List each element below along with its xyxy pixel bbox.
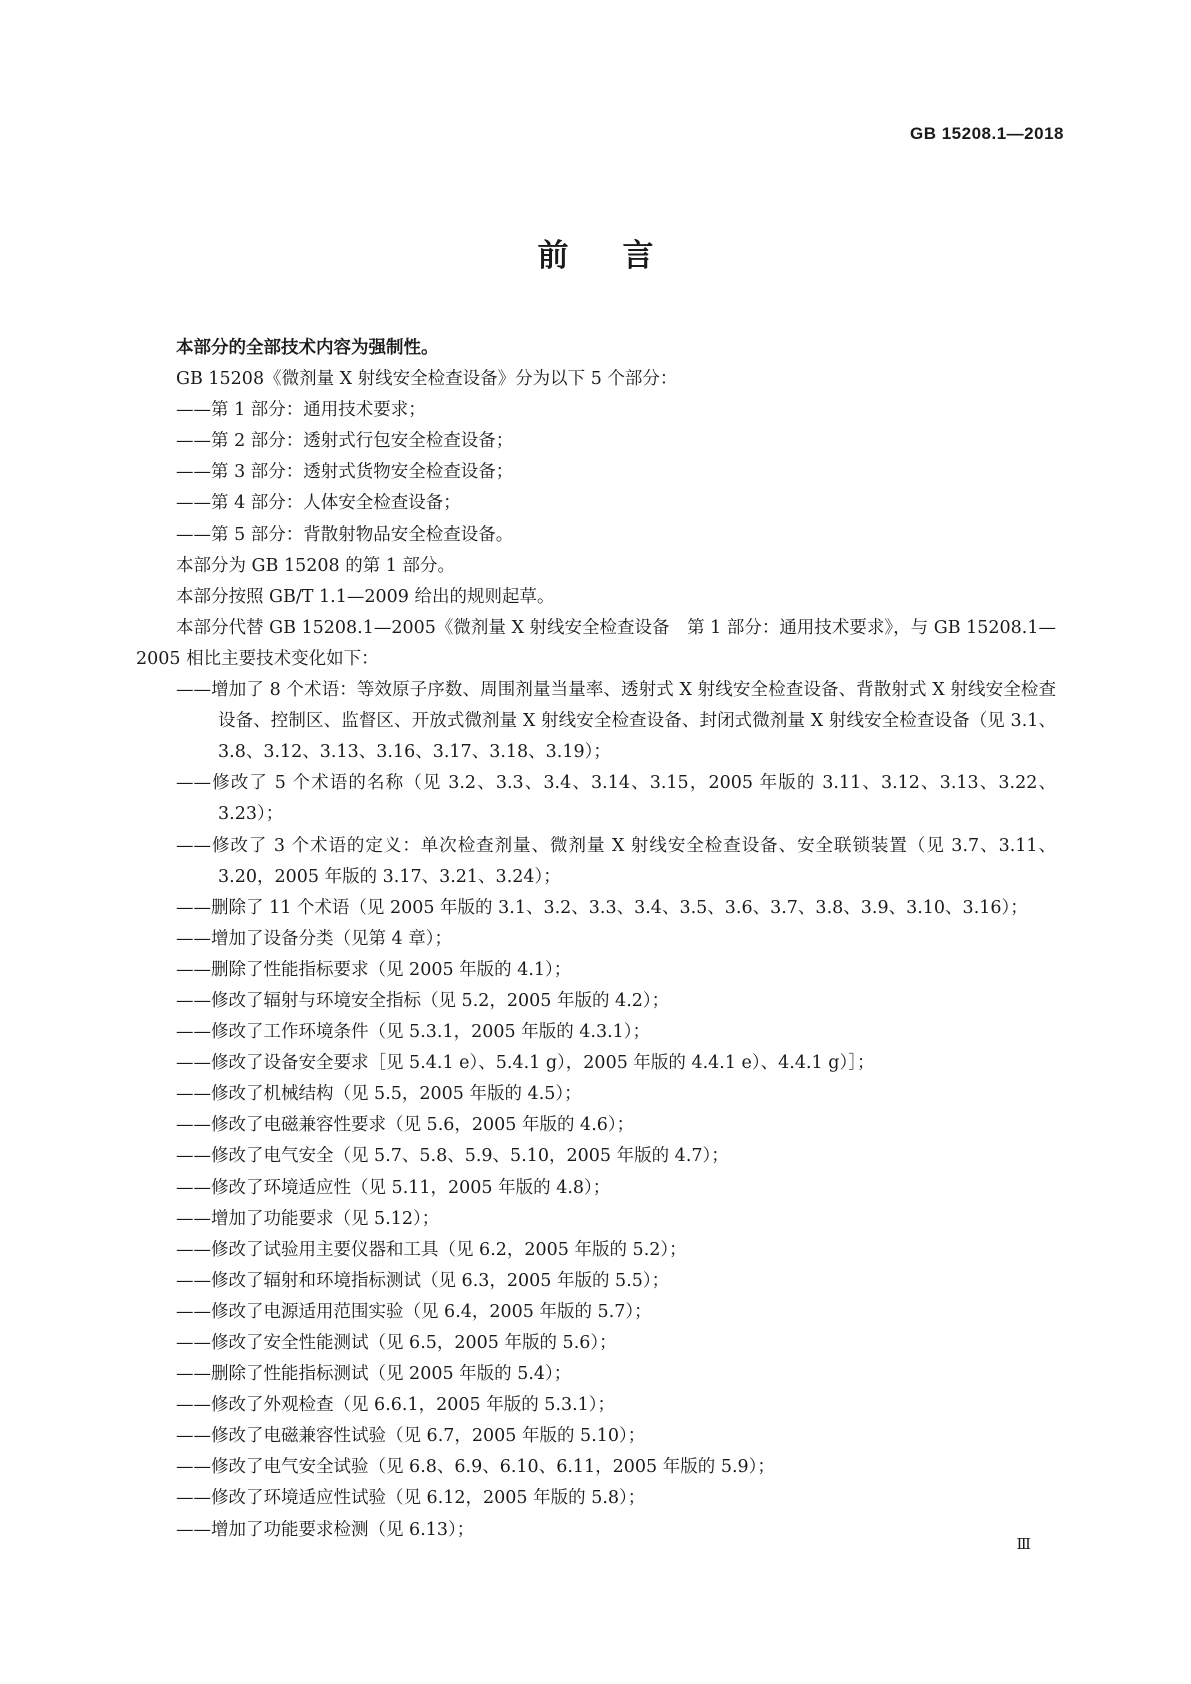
change-item: ——修改了辐射与环境安全指标（见 5.2，2005 年版的 4.2）； xyxy=(176,990,670,1011)
change-item: ——修改了电气安全（见 5.7、5.8、5.9、5.10，2005 年版的 4.7）； xyxy=(176,1146,729,1167)
standard-code: GB 15208.1—2018 xyxy=(910,124,1064,143)
page-number: Ⅲ xyxy=(1016,1535,1031,1553)
part-item: ——第 4 部分：人体安全检查设备； xyxy=(176,493,461,514)
change-item: ——删除了性能指标要求（见 2005 年版的 4.1）； xyxy=(176,959,572,980)
part-item: ——第 5 部分：背散射物品安全检查设备。 xyxy=(176,524,514,545)
drafting-statement: 本部分按照 GB/T 1.1—2009 给出的规则起草。 xyxy=(176,586,555,607)
page-title xyxy=(0,230,1191,275)
change-item: ——删除了性能指标测试（见 2005 年版的 5.4）； xyxy=(176,1364,572,1385)
change-item: ——修改了 3 个术语的定义：单次检查剂量、微剂量 X 射线安全检查设备、安全联锁装置（见 3.7、3.11、3.20，2005 年版的 3.17、3.21、3.24）； xyxy=(176,835,1056,887)
change-item: ——修改了机械结构（见 5.5，2005 年版的 4.5）； xyxy=(176,1084,582,1105)
change-item: ——修改了安全性能测试（见 6.5，2005 年版的 5.6）； xyxy=(176,1333,617,1353)
change-item: ——修改了电磁兼容性要求（见 5.6，2005 年版的 4.6）； xyxy=(176,1115,635,1136)
change-item: ——增加了功能要求（见 5.12）； xyxy=(176,1208,440,1229)
change-item: ——修改了电气安全试验（见 6.8、6.9、6.10、6.11，2005 年版的 5.9）； xyxy=(176,1457,775,1478)
change-item: ——删除了 11 个术语（见 2005 年版的 3.1、3.2、3.3、3.4、3.5、3.6、3.7、3.8、3.9、3.10、3.16）； xyxy=(176,897,1028,918)
change-item: ——增加了 8 个术语：等效原子序数、周围剂量当量率、透射式 X 射线安全检查设备、背散射式 X 射线安全检查设备、控制区、监督区、开放式微剂量 X 射线安全检查设备、封闭式微剂量 X 射线安全检查设备（见 3.1、3.8、3.12、3.13、3.16、3.17、3.18、3.19）； xyxy=(176,680,1056,763)
change-item: ——修改了辐射和环境指标测试（见 6.3，2005 年版的 5.5）； xyxy=(176,1270,670,1291)
change-item: ——修改了电磁兼容性试验（见 6.7，2005 年版的 5.10）； xyxy=(176,1426,646,1447)
part-item: ——第 3 部分：透射式货物安全检查设备； xyxy=(176,462,514,483)
change-item: ——修改了 5 个术语的名称（见 3.2、3.3、3.4、3.14、3.15，2005 年版的 3.11、3.12、3.13、3.22、3.23）； xyxy=(176,773,1056,825)
mandatory-statement: 本部分的全部技术内容为强制性。 xyxy=(176,338,439,358)
title-char-1: 前 xyxy=(537,238,569,274)
change-item: ——修改了环境适应性（见 5.11，2005 年版的 4.8）； xyxy=(176,1177,611,1198)
change-item: ——修改了工作环境条件（见 5.3.1，2005 年版的 4.3.1）； xyxy=(176,1022,651,1043)
change-item: ——修改了环境适应性试验（见 6.12，2005 年版的 5.8）； xyxy=(176,1488,646,1509)
part-item: ——第 2 部分：透射式行包安全检查设备； xyxy=(176,431,514,452)
change-item: ——修改了设备安全要求［见 5.4.1 e）、5.4.1 g），2005 年版的 4.4.1 e）、4.4.1 g）］； xyxy=(176,1053,875,1074)
part-item: ——第 1 部分：通用技术要求； xyxy=(176,400,426,421)
part-statement: 本部分为 GB 15208 的第 1 部分。 xyxy=(176,555,455,576)
foreword-body xyxy=(136,333,1056,1546)
change-item: ——修改了外观检查（见 6.6.1，2005 年版的 5.3.1）； xyxy=(176,1395,616,1416)
title-char-2: 言 xyxy=(622,238,654,274)
parts-intro: GB 15208《微剂量 X 射线安全检查设备》分为以下 5 个部分： xyxy=(176,369,678,390)
change-item: ——增加了设备分类（见第 4 章）； xyxy=(176,928,453,949)
change-item: ——修改了电源适用范围实验（见 6.4，2005 年版的 5.7）； xyxy=(176,1301,652,1322)
replacement-statement: 本部分代替 GB 15208.1—2005《微剂量 X 射线安全检查设备 第 1 部分：通用技术要求》，与 GB 15208.1—2005 相比主要技术变化如下： xyxy=(136,617,1056,669)
change-item: ——修改了试验用主要仪器和工具（见 6.2，2005 年版的 5.2）； xyxy=(176,1239,687,1260)
change-item: ——增加了功能要求检测（见 6.13）； xyxy=(176,1519,475,1540)
